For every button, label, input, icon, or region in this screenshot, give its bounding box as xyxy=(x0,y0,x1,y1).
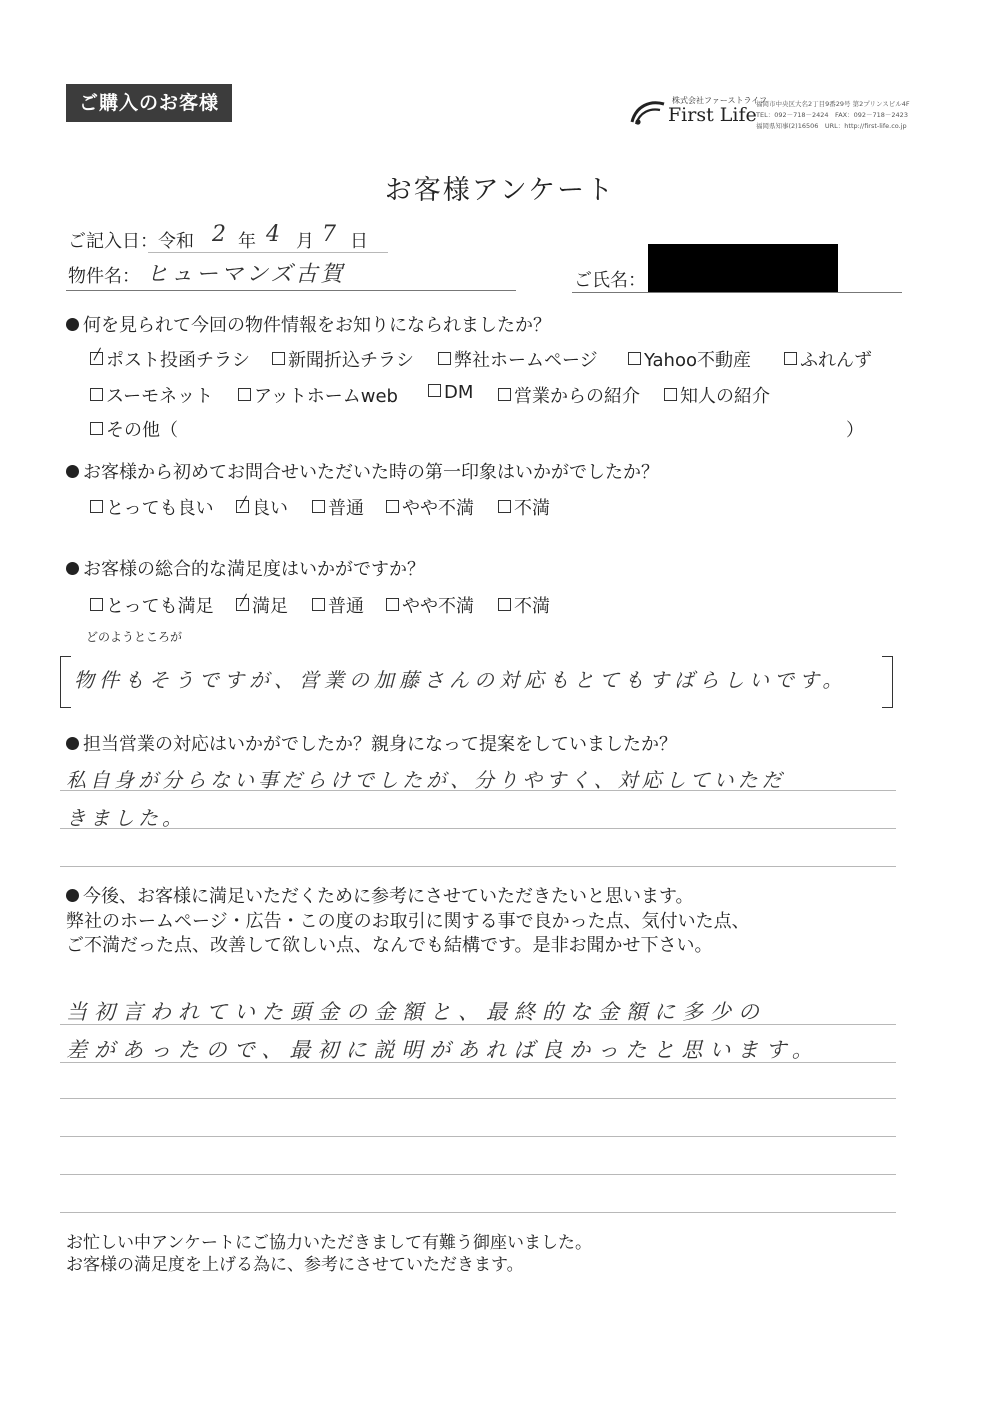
q3-option-dissatisfied[interactable] xyxy=(498,592,550,618)
q3-option-label: とっても満足 xyxy=(106,596,214,617)
date-year-unit: 年 xyxy=(238,231,256,252)
checkbox-icon[interactable] xyxy=(90,388,103,401)
bullet-icon xyxy=(66,562,79,575)
checkbox-icon[interactable] xyxy=(386,500,399,513)
checkbox-icon[interactable] xyxy=(428,384,441,397)
q1-option-label: ふれんず xyxy=(800,350,872,371)
q1-option-athome[interactable] xyxy=(238,382,398,408)
checkbox-icon[interactable] xyxy=(784,352,797,365)
q5-ruled-line xyxy=(60,1024,896,1025)
q1-option-homepage[interactable] xyxy=(438,346,598,372)
q1-question-text: 何を見られて今回の物件情報をお知りになられましたか？ xyxy=(83,315,551,336)
redacted-name xyxy=(648,244,838,292)
q3-option-label: 普通 xyxy=(328,596,364,617)
q5-question xyxy=(66,882,694,908)
q2-option-very-good[interactable] xyxy=(90,494,214,520)
q1-option-label: 弊社ホームページ xyxy=(454,350,598,371)
q1-option-label: スーモネット xyxy=(106,386,214,407)
q5-answer-line2[interactable]: 差があったので、最初に説明があれば良かったと思います。 xyxy=(66,1038,820,1062)
name-label: ご氏名： xyxy=(574,270,646,291)
company-tel-fax: TEL：092－718－2424 FAX：092－718－2423 xyxy=(756,111,908,119)
checkbox-icon[interactable] xyxy=(498,598,511,611)
footer-line2: お客様の満足度を上げる為に、参考にさせていただきます。 xyxy=(66,1255,524,1275)
q3-answer[interactable]: 物件もそうですが、営業の加藤さんの対応もとてもすばらしいです。 xyxy=(74,668,848,692)
q3-option-label: 不満 xyxy=(514,596,550,617)
q3-option-slightly-dissatisfied[interactable] xyxy=(386,592,474,618)
survey-title: お客様アンケート xyxy=(384,175,616,206)
customer-badge: ご購入のお客様 xyxy=(66,84,232,122)
checkbox-checked-icon[interactable] xyxy=(90,352,103,365)
checkbox-checked-icon[interactable] xyxy=(236,598,249,611)
date-underline xyxy=(148,252,388,253)
q4-ruled-line xyxy=(60,828,896,829)
left-bracket xyxy=(60,656,71,708)
q1-option-sales-referral[interactable] xyxy=(498,382,640,408)
q3-sub-label: どのようところが xyxy=(86,630,183,644)
q2-question-text: お客様から初めてお問合せいただいた時の第一印象はいかがでしたか？ xyxy=(83,462,659,483)
checkbox-icon[interactable] xyxy=(312,598,325,611)
company-name: First Life xyxy=(668,104,757,126)
checkbox-icon[interactable] xyxy=(90,500,103,513)
q3-option-label: 満足 xyxy=(252,596,288,617)
q4-ruled-line xyxy=(60,790,896,791)
q2-option-label: 不満 xyxy=(514,498,550,519)
q3-question xyxy=(66,555,425,581)
q3-option-satisfied[interactable] xyxy=(236,592,288,618)
q2-option-label: とっても良い xyxy=(106,498,214,519)
q5-ruled-line xyxy=(60,1062,896,1063)
q2-option-dissatisfied[interactable] xyxy=(498,494,550,520)
q1-option-acquaintance[interactable] xyxy=(664,382,770,408)
checkbox-icon[interactable] xyxy=(90,422,103,435)
q2-option-label: やや不満 xyxy=(402,498,474,519)
date-month-value[interactable]: 4 xyxy=(266,222,286,247)
q5-ruled-line xyxy=(60,1212,896,1213)
q1-option-label: DM xyxy=(444,382,474,403)
checkbox-icon[interactable] xyxy=(238,388,251,401)
checkbox-icon[interactable] xyxy=(628,352,641,365)
checkbox-icon[interactable] xyxy=(312,500,325,513)
q2-option-normal[interactable] xyxy=(312,494,364,520)
checkbox-icon[interactable] xyxy=(438,352,451,365)
q1-option-newspaper-flyer[interactable] xyxy=(272,346,414,372)
checkbox-icon[interactable] xyxy=(664,388,677,401)
q1-option-yahoo[interactable] xyxy=(628,346,751,372)
property-label: 物件名： xyxy=(68,266,140,287)
q4-answer-line1[interactable]: 私自身が分らない事だらけでしたが、分りやすく、対応していただ xyxy=(66,768,786,792)
q1-other-close-paren: ） xyxy=(846,420,864,441)
bullet-icon xyxy=(66,737,79,750)
date-year-value[interactable]: 2 xyxy=(212,222,232,247)
q1-option-label: その他（ xyxy=(106,420,178,441)
q1-option-label: 営業からの紹介 xyxy=(514,386,640,407)
checkbox-icon[interactable] xyxy=(498,500,511,513)
q1-option-other[interactable] xyxy=(90,416,178,442)
q5-detail-line1: 弊社のホームページ・広告・この度のお取引に関する事で良かった点、気付いた点、 xyxy=(66,911,750,932)
checkbox-icon[interactable] xyxy=(386,598,399,611)
date-day-value[interactable]: 7 xyxy=(322,222,342,247)
name-underline xyxy=(572,292,902,293)
footer-line1: お忙しい中アンケートにご協力いただきまして有難う御座いました。 xyxy=(66,1233,592,1253)
q5-ruled-line xyxy=(60,1136,896,1137)
q1-option-label: ポスト投函チラシ xyxy=(106,350,250,371)
q4-question xyxy=(66,730,677,756)
q1-option-label: アットホームweb xyxy=(254,386,398,407)
q5-question-text: 今後、お客様に満足いただくために参考にさせていただきたいと思います。 xyxy=(83,886,694,907)
property-value[interactable]: ヒューマンズ古賀 xyxy=(146,262,346,287)
first-life-logo-icon xyxy=(628,96,668,128)
q1-question xyxy=(66,311,551,337)
q2-option-slightly-dissatisfied[interactable] xyxy=(386,494,474,520)
q4-question-text: 担当営業の対応はいかがでしたか？親身になって提案をしていましたか？ xyxy=(83,734,677,755)
q1-option-suumo[interactable] xyxy=(90,382,213,408)
q3-question-text: お客様の総合的な満足度はいかがですか？ xyxy=(83,559,425,580)
checkbox-icon[interactable] xyxy=(498,388,511,401)
bullet-icon xyxy=(66,889,79,902)
q3-option-normal[interactable] xyxy=(312,592,364,618)
q2-option-label: 普通 xyxy=(328,498,364,519)
q4-ruled-line xyxy=(60,866,896,867)
q5-ruled-line xyxy=(60,1098,896,1099)
q1-option-label: 知人の紹介 xyxy=(680,386,770,407)
company-address: 福岡市中央区大名2丁目9番29号 第2プリンスビル4F xyxy=(756,100,910,108)
property-underline xyxy=(66,290,516,291)
bullet-icon xyxy=(66,318,79,331)
q3-option-label: やや不満 xyxy=(402,596,474,617)
q2-question xyxy=(66,458,659,484)
q2-option-label: 良い xyxy=(252,498,288,519)
q1-option-label: Yahoo不動産 xyxy=(644,350,751,371)
q1-option-post-flyer[interactable] xyxy=(90,346,250,372)
company-license-url: 福岡県知事(2)16506 URL：http://first-life.co.jp xyxy=(756,122,907,130)
checkbox-checked-icon[interactable] xyxy=(236,500,249,513)
q5-detail-line2: ご不満だった点、改善して欲しい点、なんでも結構です。是非お聞かせ下さい。 xyxy=(66,935,713,956)
q5-ruled-line xyxy=(60,1174,896,1175)
checkbox-icon[interactable] xyxy=(272,352,285,365)
checkbox-icon[interactable] xyxy=(90,598,103,611)
q1-option-dm[interactable] xyxy=(428,382,473,403)
q2-option-good[interactable] xyxy=(236,494,288,520)
date-label: ご記入日：令和 xyxy=(68,231,194,252)
date-month-unit: 月 xyxy=(296,231,314,252)
q3-option-very-satisfied[interactable] xyxy=(90,592,214,618)
company-name-small: 株式会社ファーストライフ xyxy=(672,96,767,105)
q5-answer-line1[interactable]: 当初言われていた頭金の金額と、最終的な金額に多少の xyxy=(66,1000,766,1024)
date-day-unit: 日 xyxy=(350,231,368,252)
q1-option-friends[interactable] xyxy=(784,346,872,372)
q1-option-label: 新聞折込チラシ xyxy=(288,350,414,371)
right-bracket xyxy=(882,656,893,708)
bullet-icon xyxy=(66,465,79,478)
q4-answer-line2[interactable]: きました。 xyxy=(66,806,186,830)
